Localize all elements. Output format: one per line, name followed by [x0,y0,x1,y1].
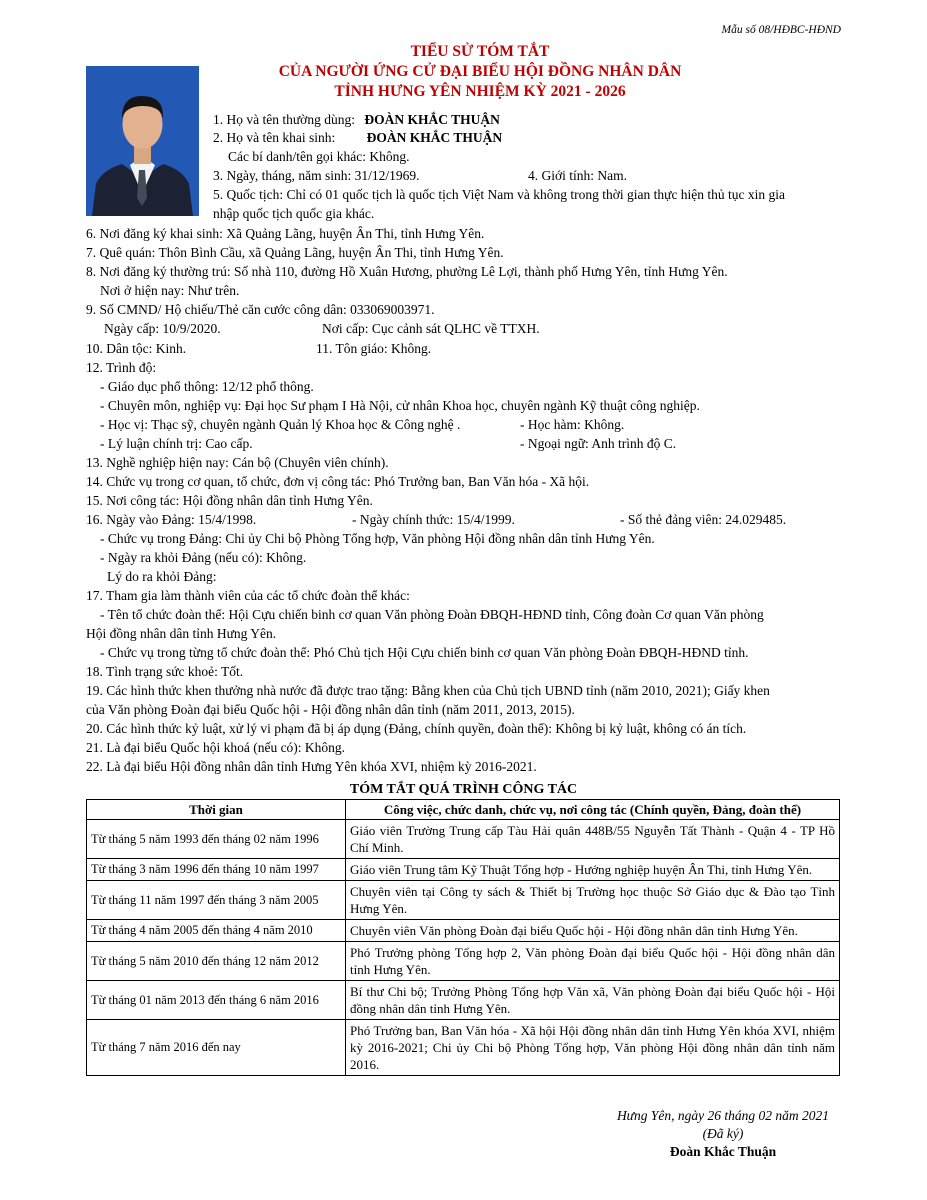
field-health: 18. Tình trạng sức khoẻ: Tốt. [86,664,244,679]
field-religion: 11. Tôn giáo: Không. [316,341,432,356]
field-birth-date: 3. Ngày, tháng, năm sinh: 31/12/1969. [213,168,420,183]
table-row [87,881,840,920]
work-description: Chuyên viên tại Công ty sách & Thiết bị Trường học thuộc Sở Giáo dục & Đào tạo Tỉnh Hưng Yên. [346,881,840,920]
signature-place-date: Hưng Yên, ngày 26 tháng 02 năm 2021 [616,1108,830,1123]
table-row [87,981,840,1020]
work-description: Phó Trưởng phòng Tổng hợp 2, Văn phòng Đoàn đại biểu Quốc hội - Hội đồng nhân dân tỉnh Hưng Yên. [346,942,840,981]
column-header-description: Công việc, chức danh, chức vụ, nơi công tác (Chính quyền, Đảng, đoàn thể) [346,800,840,820]
table-row [87,859,840,881]
field-id-number: 9. Số CMND/ Hộ chiếu/Thẻ căn cước công dân: 033069003971. [86,302,435,317]
field-degree: - Học vị: Thạc sỹ, chuyên ngành Quản lý Khoa học & Công nghệ . [100,417,461,432]
birth-name-value: ĐOÀN KHẮC THUẬN [366,130,503,145]
field-workplace: 15. Nơi công tác: Hội đồng nhân dân tỉnh Hưng Yên. [86,493,373,508]
field-party-leave-reason: Lý do ra khỏi Đảng: [107,569,217,584]
field-party-position: - Chức vụ trong Đảng: Chi ủy Chi bộ Phòng Tổng hợp, Văn phòng Hội đồng nhân dân tỉnh Hưng Yên. [100,531,655,546]
work-period: Từ tháng 3 năm 1996 đến tháng 10 năm 1997 [87,859,346,881]
field-organization-names-cont: Hội đồng nhân dân tỉnh Hưng Yên. [86,626,277,641]
work-history-table [86,799,840,1076]
field-ethnicity: 10. Dân tộc: Kinh. [86,341,187,356]
title-line-1: TIỂU SỬ TÓM TẮT [410,43,550,60]
field-hometown: 7. Quê quán: Thôn Bình Cầu, xã Quảng Lãng, huyện Ân Thi, tỉnh Hưng Yên. [86,245,504,260]
field-id-issue-date: Ngày cấp: 10/9/2020. [104,321,221,336]
work-description: Giáo viên Trường Trung cấp Tàu Hải quân 448B/55 Nguyễn Tất Thành - Quận 4 - TP Hồ Chí Minh. [346,820,840,859]
common-name-label: 1. Họ và tên thường dùng: [213,112,355,127]
birth-name-label: 2. Họ và tên khai sinh: [213,130,336,145]
field-birth-registration: 6. Nơi đăng ký khai sinh: Xã Quảng Lãng, huyện Ân Thi, tỉnh Hưng Yên. [86,226,485,241]
table-header-row [87,800,840,820]
field-party-leave-date: - Ngày ra khỏi Đảng (nếu có): Không. [100,550,307,565]
field-party-join-date: 16. Ngày vào Đảng: 15/4/1998. [86,512,257,527]
field-position: 14. Chức vụ trong cơ quan, tổ chức, đơn vị công tác: Phó Trưởng ban, Ban Văn hóa - Xã hội. [86,474,590,489]
field-education: 12. Trình độ: [86,360,157,375]
column-header-period: Thời gian [87,800,346,820]
work-description: Bí thư Chi bộ; Trưởng Phòng Tổng hợp Văn xã, Văn phòng Đoàn đại biểu Quốc hội - Hội đồng nhân dân tỉnh Hưng Yên. [346,981,840,1020]
field-foreign-language: - Ngoại ngữ: Anh trình độ C. [520,436,677,451]
candidate-photo [86,66,199,216]
work-period: Từ tháng 5 năm 2010 đến tháng 12 năm 2012 [87,942,346,981]
field-council-delegate: 22. Là đại biểu Hội đồng nhân dân tỉnh Hưng Yên khóa XVI, nhiệm kỳ 2016-2021. [86,759,537,774]
work-period: Từ tháng 11 năm 1997 đến tháng 3 năm 2005 [87,881,346,920]
table-row [87,1020,840,1076]
field-general-education: - Giáo dục phổ thông: 12/12 phổ thông. [100,379,314,394]
work-history-title: TÓM TẮT QUÁ TRÌNH CÔNG TÁC [349,782,578,797]
signature-name: Đoàn Khắc Thuận [669,1144,777,1159]
field-specialty: - Chuyên môn, nghiệp vụ: Đại học Sư phạm I Hà Nội, cử nhân Khoa học, chuyên ngành Kỹ thuật công nghiệp. [100,398,700,413]
table-row [87,920,840,942]
field-gender: 4. Giới tính: Nam. [528,168,628,183]
field-aliases: Các bí danh/tên gọi khác: Không. [228,149,410,164]
work-description: Phó Trưởng ban, Ban Văn hóa - Xã hội Hội đồng nhân dân tỉnh Hưng Yên khóa XVI, nhiệm kỳ 2016-2021; Chi ủy Chi bộ Phòng Tổng hợp, Văn phòng Hội đồng nhân dân tỉnh năm 2016. [346,1020,840,1076]
field-awards: 19. Các hình thức khen thưởng nhà nước đã được trao tặng: Bằng khen của Chủ tịch UBND tỉnh (năm 2010, 2021); Giấy khen [86,683,770,698]
title-line-3: TỈNH HƯNG YÊN NHIỆM KỲ 2021 - 2026 [334,83,626,100]
field-occupation: 13. Nghề nghiệp hiện nay: Cán bộ (Chuyên viên chính). [86,455,389,470]
field-common-name [213,112,500,128]
field-national-assembly: 21. Là đại biểu Quốc hội khoá (nếu có): Không. [86,740,346,755]
form-number: Mẫu số 08/HĐBC-HĐND [721,24,841,36]
field-current-residence: Nơi ở hiện nay: Như trên. [100,283,240,298]
field-discipline: 20. Các hình thức kỷ luật, xử lý vi phạm đã bị áp dụng (Đảng, chính quyền, đoàn thể): Không bị kỷ luật, không có án tích. [86,721,747,736]
work-description: Chuyên viên Văn phòng Đoàn đại biểu Quốc hội - Hội đồng nhân dân tỉnh Hưng Yên. [346,920,840,942]
table-row [87,820,840,859]
work-description: Giáo viên Trung tâm Kỹ Thuật Tổng hợp - Hướng nghiệp huyện Ân Thi, tỉnh Hưng Yên. [346,859,840,881]
document-title [180,42,780,102]
field-party-card-number: - Số thẻ đảng viên: 24.029485. [620,512,787,527]
field-nationality-cont: nhập quốc tịch quốc gia khác. [213,206,375,221]
field-nationality: 5. Quốc tịch: Chỉ có 01 quốc tịch là quốc tịch Việt Nam và không trong thời gian thực hiện thủ tục xin gia [213,187,786,202]
common-name-value: ĐOÀN KHẮC THUẬN [364,112,500,127]
work-period: Từ tháng 4 năm 2005 đến tháng 4 năm 2010 [87,920,346,942]
field-awards-cont: của Văn phòng Đoàn đại biểu Quốc hội - Hội đồng nhân dân tỉnh (năm 2011, 2013, 2015). [86,702,575,717]
field-id-issue-place: Nơi cấp: Cục cảnh sát QLHC về TTXH. [322,321,540,336]
work-period: Từ tháng 01 năm 2013 đến tháng 6 năm 2016 [87,981,346,1020]
table-row [87,942,840,981]
field-organization-names: - Tên tổ chức đoàn thể: Hội Cựu chiến binh cơ quan Văn phòng Đoàn ĐBQH-HĐND tỉnh, Công đoàn Cơ quan Văn phòng [100,607,764,622]
signature-status: (Đã ký) [702,1126,744,1141]
work-period: Từ tháng 7 năm 2016 đến nay [87,1020,346,1076]
field-organizations: 17. Tham gia làm thành viên của các tổ chức đoàn thể khác: [86,588,410,603]
field-academic-title: - Học hàm: Không. [520,417,625,432]
field-birth-name [213,130,502,146]
work-period: Từ tháng 5 năm 1993 đến tháng 02 năm 1996 [87,820,346,859]
title-line-2: CỦA NGƯỜI ỨNG CỬ ĐẠI BIỂU HỘI ĐỒNG NHÂN DÂN [278,63,682,80]
field-permanent-residence: 8. Nơi đăng ký thường trú: Số nhà 110, đường Hồ Xuân Hương, phường Lê Lợi, thành phố Hưng Yên, tỉnh Hưng Yên. [86,264,728,279]
field-party-official-date: - Ngày chính thức: 15/4/1999. [352,512,515,527]
field-political-theory: - Lý luận chính trị: Cao cấp. [100,436,253,451]
field-organization-positions: - Chức vụ trong từng tổ chức đoàn thể: Phó Chủ tịch Hội Cựu chiến binh cơ quan Văn phòng Đoàn ĐBQH-HĐND tỉnh. [100,645,749,660]
